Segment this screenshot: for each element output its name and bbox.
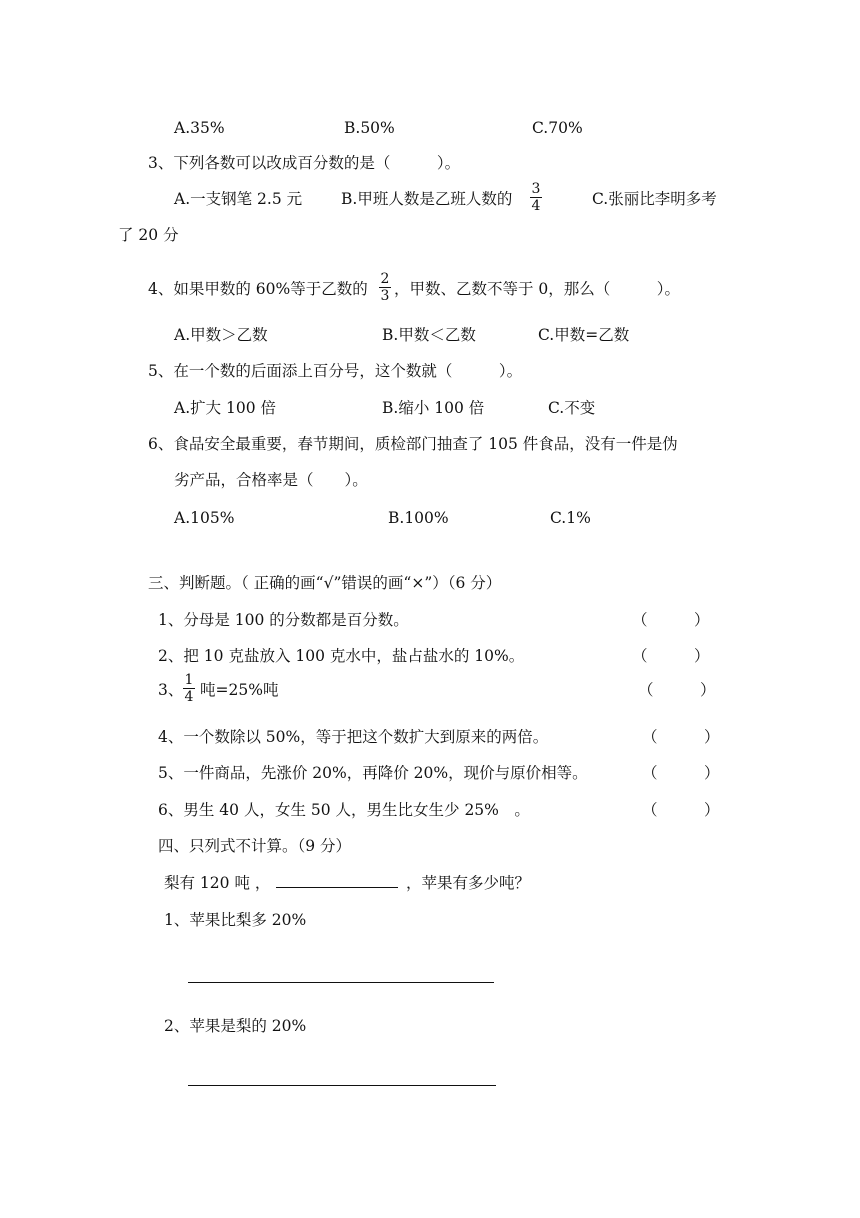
q2-option-b: B.50% xyxy=(344,119,395,137)
q4-stem-prefix: 4、如果甲数的 60%等于乙数的 xyxy=(148,280,368,298)
section4-prompt-blank[interactable] xyxy=(276,887,398,888)
section4-answer-line-1[interactable] xyxy=(188,982,494,983)
q2-option-a: A.35% xyxy=(174,119,225,137)
fraction-denominator: 3 xyxy=(380,288,390,304)
q3-option-a: A.一支钢笔 2.5 元 xyxy=(174,190,303,208)
fraction-numerator: 2 xyxy=(380,271,390,287)
judge-item-5-answer-blank[interactable]: （ ） xyxy=(642,764,720,782)
q4-option-b: B.甲数＜乙数 xyxy=(382,326,476,344)
section3-title: 三、判断题。（ 正确的画“√”错误的画“×”）（6 分） xyxy=(148,574,502,592)
section4-prompt-prefix: 梨有 120 吨 ， xyxy=(164,874,271,892)
q3-option-c: C.张丽比李明多考 xyxy=(592,190,717,208)
fraction-numerator: 3 xyxy=(531,181,541,197)
q4-stem-suffix: ，甲数、乙数不等于 0，那么（ ）。 xyxy=(394,280,681,298)
judge-item-3: 吨=25%吨 xyxy=(200,681,279,699)
q6-stem-line2: 劣产品，合格率是（ ）。 xyxy=(174,471,368,489)
q4-fraction xyxy=(379,271,391,304)
q4-option-a: A.甲数＞乙数 xyxy=(174,326,268,344)
q3-option-c-continued: 了 20 分 xyxy=(118,226,179,244)
judge-item-2-answer-blank[interactable]: （ ） xyxy=(632,647,710,665)
judge-item-4-answer-blank[interactable]: （ ） xyxy=(642,728,720,746)
section4-title: 四、只列式不计算。（9 分） xyxy=(158,837,352,855)
judge-item-3-prefix: 3、 xyxy=(158,681,184,699)
judge-item-6-answer-blank[interactable]: （ ） xyxy=(642,801,720,819)
q6-option-a: A.105% xyxy=(174,509,235,527)
q2-option-c: C.70% xyxy=(532,119,583,137)
fraction-denominator: 4 xyxy=(531,198,541,214)
judge-item-1-answer-blank[interactable]: （ ） xyxy=(632,611,710,629)
judge-item-6: 6、男生 40 人，女生 50 人，男生比女生少 25% 。 xyxy=(158,801,530,819)
judge-item-1: 1、分母是 100 的分数都是百分数。 xyxy=(158,611,409,629)
section4-question-1: 1、苹果比梨多 20% xyxy=(164,911,307,929)
q6-option-b: B.100% xyxy=(388,509,449,527)
q5-stem: 5、在一个数的后面添上百分号，这个数就（ ）。 xyxy=(148,362,523,380)
section4-answer-line-2[interactable] xyxy=(188,1085,496,1086)
q6-stem-line1: 6、食品安全最重要，春节期间，质检部门抽查了 105 件食品，没有一件是伪 xyxy=(148,435,678,453)
q3-option-b: B.甲班人数是乙班人数的 xyxy=(341,190,513,208)
section4-prompt-suffix: ，苹果有多少吨？ xyxy=(406,874,531,892)
judge-item-3-fraction xyxy=(183,672,195,705)
q3-option-b-fraction xyxy=(530,181,542,214)
judge-item-3-answer-blank[interactable]: （ ） xyxy=(638,681,716,699)
q6-option-c: C.1% xyxy=(550,509,591,527)
fraction-numerator: 1 xyxy=(184,672,194,688)
q5-option-c: C.不变 xyxy=(548,399,596,417)
judge-item-2: 2、把 10 克盐放入 100 克水中，盐占盐水的 10%。 xyxy=(158,647,525,665)
q5-option-a: A.扩大 100 倍 xyxy=(174,399,277,417)
judge-item-5: 5、一件商品，先涨价 20%，再降价 20%，现价与原价相等。 xyxy=(158,764,588,782)
section4-question-2: 2、苹果是梨的 20% xyxy=(164,1017,307,1035)
fraction-denominator: 4 xyxy=(184,689,194,705)
q3-stem: 3、下列各数可以改成百分数的是（ ）。 xyxy=(148,154,461,172)
judge-item-4: 4、一个数除以 50%，等于把这个数扩大到原来的两倍。 xyxy=(158,728,549,746)
q5-option-b: B.缩小 100 倍 xyxy=(382,399,485,417)
q4-option-c: C.甲数=乙数 xyxy=(538,326,630,344)
